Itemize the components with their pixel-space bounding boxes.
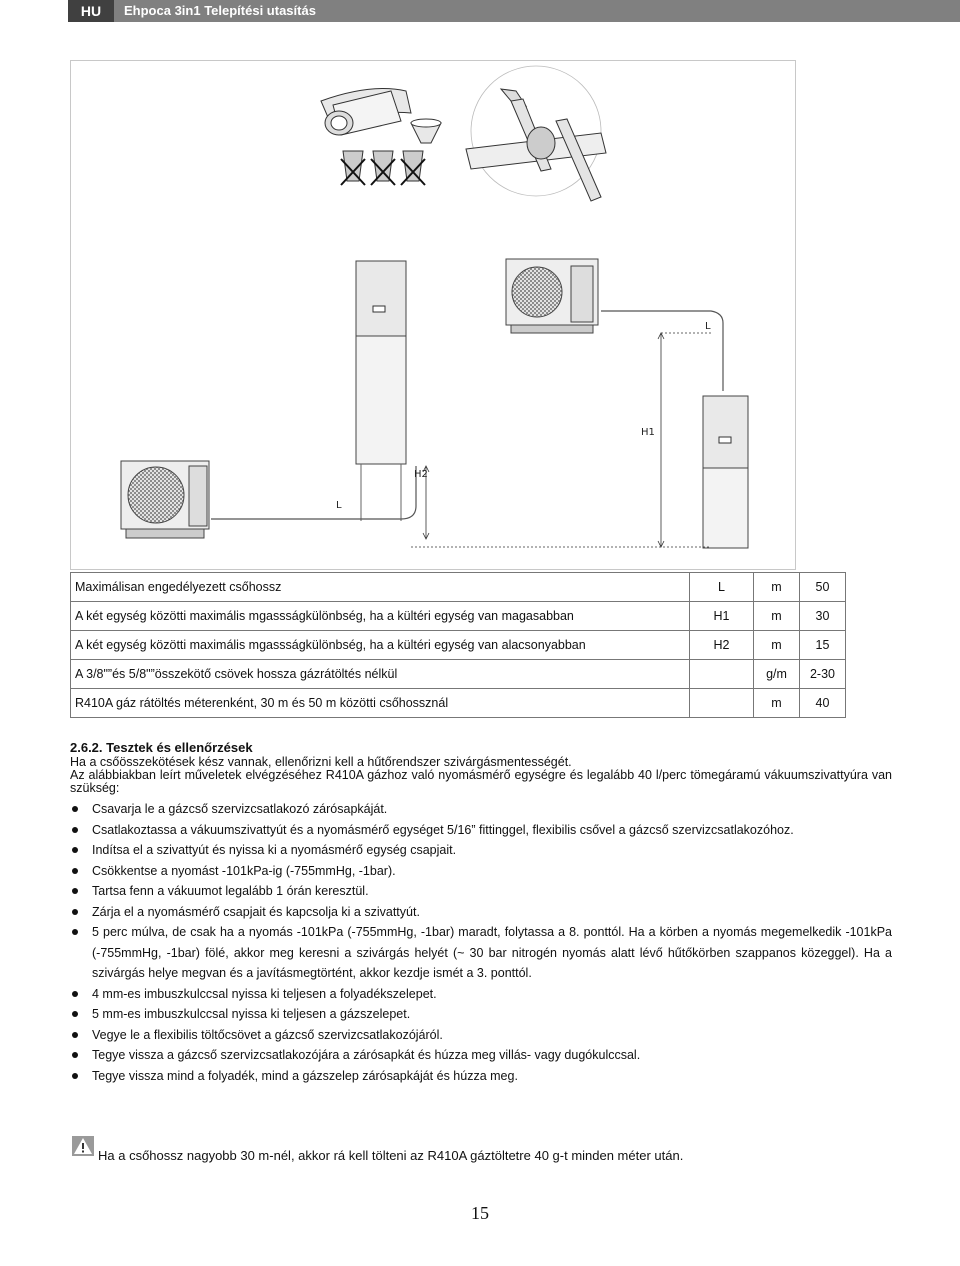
warning-text: Ha a csőhossz nagyobb 30 m-nél, akkor rá kell tölteni az R410A gáztöltetre 40 g-t minden méter után. [98,1148,684,1163]
spec-unit: m [754,689,800,718]
warning-triangle-icon [72,1136,94,1156]
list-item: Zárja el a nyomásmérő csapjait és kapcsolja ki a szivattyút. [70,902,892,923]
installation-diagram-drawing [71,61,797,571]
wrench-tightening-illustration [466,66,606,201]
section-title: 2.6.2. Tesztek és ellenőrzések [70,740,253,755]
spec-value: 15 [800,631,846,660]
language-code: HU [68,0,114,22]
spec-value: 30 [800,602,846,631]
list-item: Tegye vissza mind a folyadék, mind a gázszelep zárósapkáját és húzza meg. [70,1066,892,1087]
table-row [71,631,846,660]
outdoor-unit-upper [506,259,598,333]
dimension-label-l-left: L [336,500,342,511]
table-row [71,573,846,602]
spec-symbol: L [690,573,754,602]
dimension-lines [411,333,711,547]
spec-value: 50 [800,573,846,602]
installation-diagram [70,60,796,570]
spec-value: 40 [800,689,846,718]
list-item: 5 perc múlva, de csak ha a nyomás -101kPa (-755mmHg, -1bar) maradt, folytassa a 8. ponttól. Ha a körben a nyomás megemelkedik -101kPa (-755mmHg, -1bar) fölé, akkor meg keresni a szivárgás helyét (~ 30 bar nitrogén nyomás alatt lévő hűtőkörben szappanos közeggel). Ha a szivárgás helye megvan és a javításmegtörtént, akkor kezdje ismét a 3. ponttól. [70,922,892,984]
section-intro: Ha a csőösszekötések kész vannak, ellenőrizni kell a hűtőrendszer szivárgásmentességét. [70,755,572,769]
spec-label: A két egység közötti maximális mgassságkülönbség, ha a kültéri egység van magasabban [71,602,690,631]
list-item: Csatlakoztassa a vákuumszivattyút és a nyomásmérő egységet 5/16” fittinggel, flexibilis csővel a gázcső szervizcsatlakozóhoz. [70,820,892,841]
spec-symbol: H1 [690,602,754,631]
spec-label: Maximálisan engedélyezett csőhossz [71,573,690,602]
spec-label: R410A gáz rátöltés méterenként, 30 m és 50 m közötti csőhossznál [71,689,690,718]
table-row [71,602,846,631]
outdoor-unit-lower [121,461,209,538]
table-row [71,660,846,689]
indoor-unit-upper [356,261,406,521]
spec-label: A két egység közötti maximális mgassságkülönbség, ha a kültéri egység van alacsonyabban [71,631,690,660]
list-item: Csökkentse a nyomást -101kPa-ig (-755mmHg, -1bar). [70,861,892,882]
dimension-label-h1: H1 [641,427,655,438]
page-number: 15 [471,1203,489,1223]
spec-symbol [690,689,754,718]
list-item: Tartsa fenn a vákuumot legalább 1 órán keresztül. [70,881,892,902]
refrigerant-lines [211,311,723,519]
procedure-list [70,799,892,1086]
tests-section [70,740,892,1086]
list-item: 4 mm-es imbuszkulccsal nyissa ki teljesen a folyadékszelepet. [70,984,892,1005]
list-item: 5 mm-es imbuszkulccsal nyissa ki teljesen a gázszelepet. [70,1004,892,1025]
spec-table [70,572,846,718]
dimension-label-l-right: L [705,321,711,332]
spec-value: 2-30 [800,660,846,689]
indoor-unit-lower [703,396,748,548]
spec-unit: m [754,573,800,602]
list-item: Indítsa el a szivattyút és nyissa ki a nyomásmérő egység csapjait. [70,840,892,861]
document-title: Ehpoca 3in1 Telepítési utasítás [124,3,316,18]
spec-unit: m [754,602,800,631]
dimension-label-h2: H2 [414,469,428,480]
spec-unit: m [754,631,800,660]
list-item: Csavarja le a gázcső szervizcsatlakozó zárósapkáját. [70,799,892,820]
spec-unit: g/m [754,660,800,689]
section-requirements: Az alábbiakban leírt műveletek elvégzéséhez R410A gázhoz való nyomásmérő egységre és legalább 40 l/perc tömegáramú vákuumszivattyúra van szükség: [70,768,892,795]
spec-label: A 3/8"”és 5/8"”összekötő csövek hossza gázrátöltés nélkül [71,660,690,689]
table-row [71,689,846,718]
list-item: Vegye le a flexibilis töltőcsövet a gázcső szervizcsatlakozójáról. [70,1025,892,1046]
page-header [68,0,960,22]
warning-note [72,1136,852,1166]
bad-flare-samples [341,151,425,185]
spec-symbol: H2 [690,631,754,660]
spec-symbol [690,660,754,689]
list-item: Tegye vissza a gázcső szervizcsatlakozójára a zárósapkát és húzza meg villás- vagy dugókulccsal. [70,1045,892,1066]
pipe-flare-illustration [321,89,441,185]
